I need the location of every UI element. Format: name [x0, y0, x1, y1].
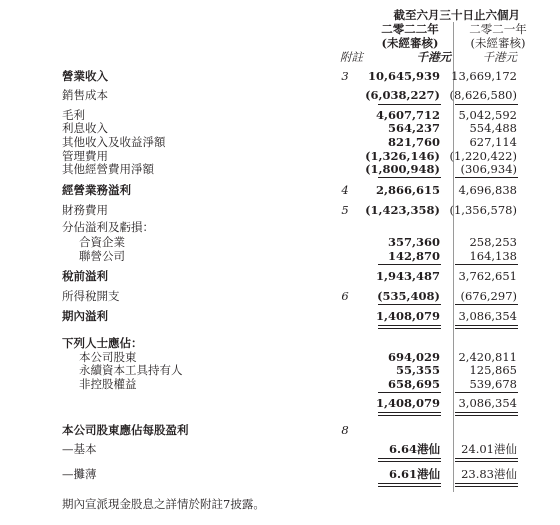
row-2022-owners: 694,029: [387, 350, 440, 364]
row-2022-total-attributable: 1,408,079: [375, 396, 440, 410]
row-note-revenue: 3: [341, 69, 349, 83]
row-2021-other-income: 627,114: [469, 135, 517, 149]
header-note-label: 附註: [340, 50, 363, 64]
row-label-interest-income: 利息收入: [62, 121, 108, 135]
rule-after-income-tax-2021: [455, 304, 518, 305]
row-label-other-operating-expenses: 其他經營費用淨額: [62, 162, 154, 176]
row-label-attributable-to: 下列人士應佔：: [62, 336, 143, 350]
row-2021-gross-profit: 5,042,592: [458, 108, 517, 122]
rule-after-other-operating-2022: [378, 177, 441, 178]
row-2021-associates: 164,138: [469, 249, 517, 263]
row-2021-profit-for-period: 3,086,354: [458, 309, 517, 323]
row-2021-income-tax: (676,297): [460, 289, 517, 303]
double-rule-diluted-2021: [455, 483, 518, 487]
row-2022-admin-expenses: (1,326,146): [365, 149, 440, 163]
double-rule-diluted-2022: [378, 483, 441, 487]
row-label-owners: 本公司股東: [79, 350, 137, 364]
row-2022-joint-ventures: 357,360: [387, 235, 440, 249]
row-2022-interest-income: 564,237: [387, 121, 440, 135]
row-2022-cost-of-sales: (6,038,227): [365, 88, 440, 102]
header-year-2022: 二零二二年: [381, 22, 439, 36]
row-2022-profit-before-tax: 1,943,487: [375, 269, 440, 283]
row-label-profit-for-period: 期內溢利: [62, 309, 108, 323]
row-2021-eps-basic: 24.01港仙: [461, 442, 517, 456]
row-label-income-tax: 所得稅開支: [62, 289, 120, 303]
double-rule-total-2022: [378, 412, 441, 416]
rule-after-cost-of-sales-2021: [455, 104, 518, 105]
row-label-share-of-profits: 分佔溢利及虧損：: [62, 220, 154, 234]
row-label-cost-of-sales: 銷售成本: [62, 88, 108, 102]
rule-after-non-controlling-2021: [455, 392, 518, 393]
row-label-non-controlling: 非控股權益: [79, 377, 137, 391]
header-unaudited-2021: (未經審核): [470, 36, 526, 50]
row-2021-operating-profit: 4,696,838: [458, 183, 517, 197]
row-2022-revenue: 10,645,939: [367, 69, 440, 83]
row-2022-profit-for-period: 1,408,079: [375, 309, 440, 323]
row-label-admin-expenses: 管理費用: [62, 149, 108, 163]
row-label-associates: 聯營公司: [79, 249, 125, 263]
rule-after-associates-2021: [455, 264, 518, 265]
row-2022-finance-costs: (1,423,358): [365, 203, 440, 217]
rule-after-cost-of-sales-2022: [378, 104, 441, 105]
footnote: 期內宣派現金股息之詳情於附註7披露。: [62, 497, 265, 511]
row-2021-eps-diluted: 23.83港仙: [461, 467, 517, 481]
row-label-gross-profit: 毛利: [62, 108, 85, 122]
row-label-operating-profit: 經營業務溢利: [62, 183, 131, 197]
row-label-finance-costs: 財務費用: [62, 203, 108, 217]
row-label-eps: 本公司股東應佔每股盈利: [62, 423, 189, 437]
row-2022-operating-profit: 2,866,615: [375, 183, 440, 197]
row-2021-total-attributable: 3,086,354: [458, 396, 517, 410]
rule-after-associates-2022: [378, 264, 441, 265]
row-2021-interest-income: 554,488: [469, 121, 517, 135]
row-note-operating-profit: 4: [341, 183, 349, 197]
row-label-perpetual-holders: 永續資本工具持有人: [79, 363, 183, 377]
row-note-eps: 8: [341, 423, 349, 437]
double-rule-basic-2022: [378, 458, 441, 462]
row-2021-joint-ventures: 258,253: [469, 235, 517, 249]
row-2022-eps-diluted: 6.61港仙: [388, 467, 440, 481]
row-2021-revenue: 13,669,172: [451, 69, 517, 83]
row-2022-eps-basic: 6.64港仙: [388, 442, 440, 456]
row-note-finance-costs: 5: [341, 203, 349, 217]
double-rule-profit-2021: [455, 325, 518, 329]
row-label-profit-before-tax: 稅前溢利: [62, 269, 108, 283]
row-2022-other-operating-expenses: (1,800,948): [365, 162, 440, 176]
header-period: 截至六月三十日止六個月: [393, 8, 520, 22]
header-currency-2022: 千港元: [416, 50, 451, 64]
row-2021-cost-of-sales: (8,626,580): [449, 88, 517, 102]
row-2021-admin-expenses: (1,220,422): [449, 149, 517, 163]
row-2022-non-controlling: 658,695: [387, 377, 440, 391]
row-note-income-tax: 6: [341, 289, 349, 303]
row-2021-other-operating-expenses: (306,934): [460, 162, 517, 176]
row-2022-income-tax: (535,408): [377, 289, 440, 303]
header-unaudited-2022: (未經審核): [381, 36, 439, 50]
double-rule-basic-2021: [455, 458, 518, 462]
double-rule-total-2021: [455, 412, 518, 416]
row-2021-profit-before-tax: 3,762,651: [458, 269, 517, 283]
row-2021-owners: 2,420,811: [458, 350, 517, 364]
row-2021-finance-costs: (1,356,578): [449, 203, 517, 217]
row-label-other-income: 其他收入及收益淨額: [62, 135, 166, 149]
row-2022-other-income: 821,760: [387, 135, 440, 149]
row-label-eps-diluted: —攤薄: [62, 467, 97, 481]
row-2022-perpetual-holders: 55,355: [395, 363, 440, 377]
rule-after-other-operating-2021: [455, 177, 518, 178]
row-2021-non-controlling: 539,678: [469, 377, 517, 391]
row-2021-perpetual-holders: 125,865: [469, 363, 517, 377]
double-rule-profit-2022: [378, 325, 441, 329]
row-label-revenue: 營業收入: [62, 69, 108, 83]
row-label-eps-basic: —基本: [62, 442, 97, 456]
header-year-2021: 二零二一年: [469, 22, 527, 36]
rule-after-non-controlling-2022: [378, 392, 441, 393]
row-label-joint-ventures: 合資企業: [79, 235, 125, 249]
rule-after-income-tax-2022: [378, 304, 441, 305]
header-currency-2021: 千港元: [482, 50, 517, 64]
row-2022-gross-profit: 4,607,712: [375, 108, 440, 122]
row-2022-associates: 142,870: [387, 249, 440, 263]
